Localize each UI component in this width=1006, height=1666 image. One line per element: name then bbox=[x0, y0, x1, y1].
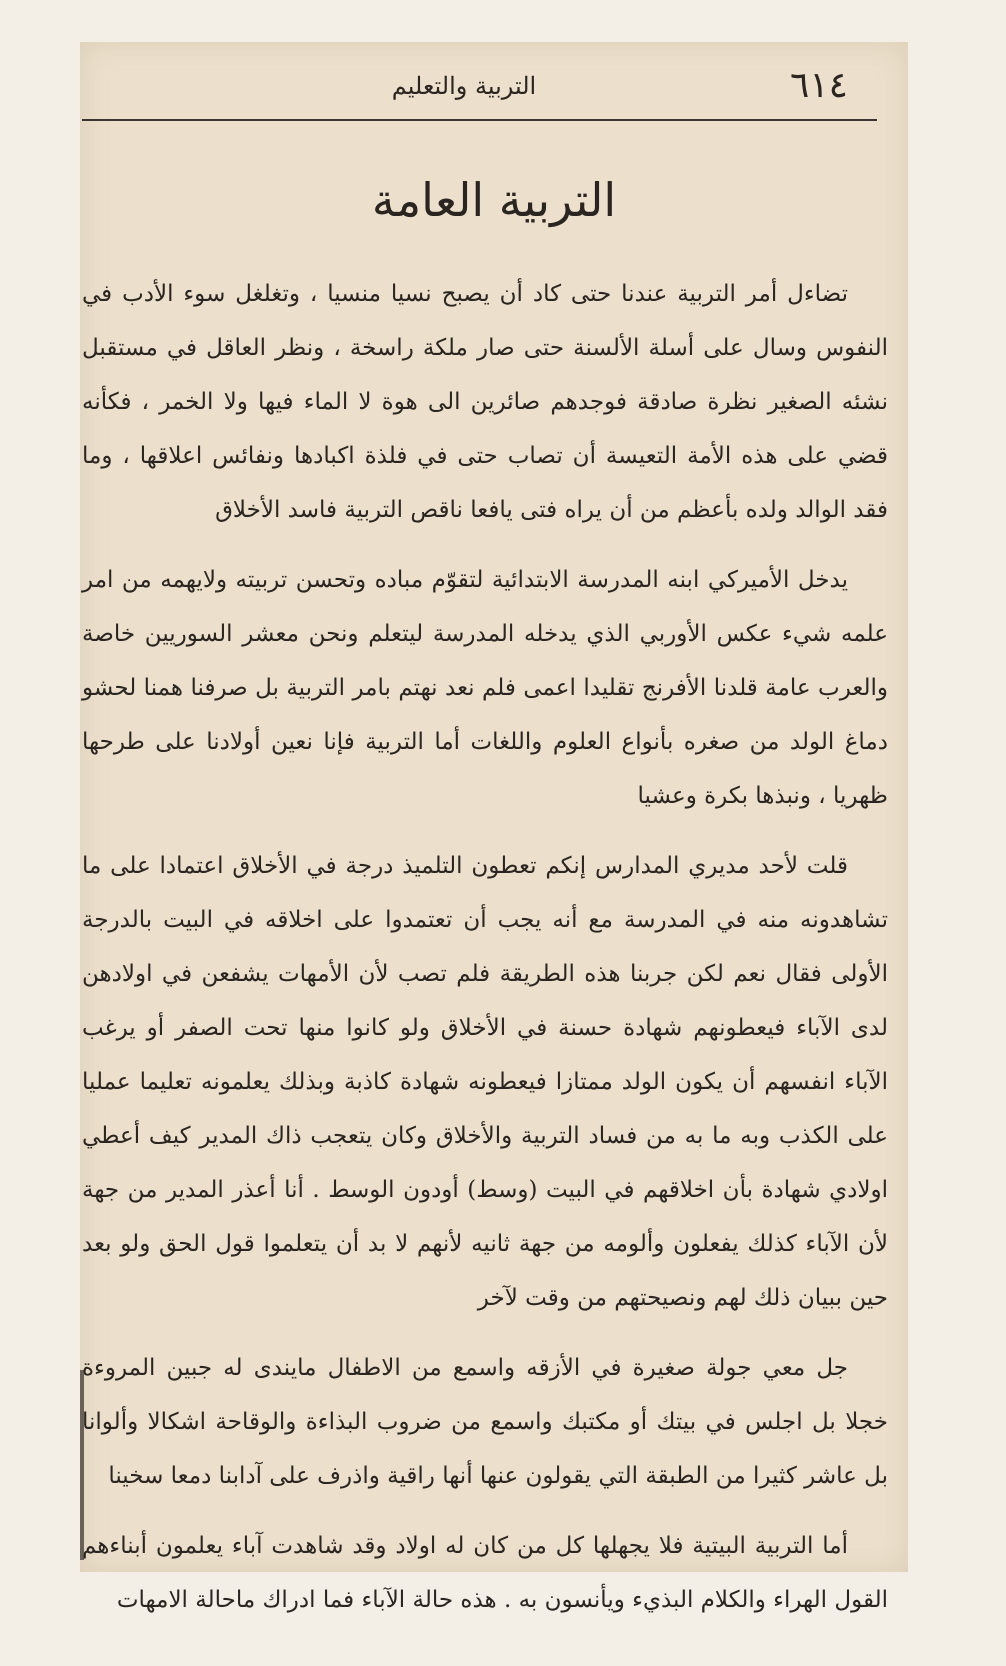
paragraph: يدخل الأميركي ابنه المدرسة الابتدائية لتقوّم مباده وتحسن تربيته ولايهمه من امر علمه شيء عكس الأوربي الذي يدخله المدرسة ليتعلم ونحن معشر السوريين خاصة والعرب عامة قلدنا الأفرنج تقليدا اعمى فلم نعد نهتم بامر التربية بل صرفنا همنا لحشو دماغ الولد من صغره بأنواع العلوم واللغات أما التربية فإنا نعين أولادنا على طرحها ظهريا ، ونبذها بكرة وعشيا bbox=[82, 567, 888, 809]
header-rule bbox=[82, 119, 877, 121]
document-page bbox=[80, 42, 908, 1613]
paragraph: جل معي جولة صغيرة في الأزقه واسمع من الاطفال مايندى له جبين المروءة خجلا بل اجلس في بيتك أو مكتبك واسمع من ضروب البذاءة والوقاحة اشكالا وألوانا بل عاشر كثيرا من الطبقة التي يقولون عنها أنها راقية واذرف على آدابنا دمعا سخينا bbox=[82, 1355, 888, 1489]
paragraph: أما التربية البيتية فلا يجهلها كل من كان له اولاد وقد شاهدت آباء يعلمون أبناءهم القول الهراء والكلام البذيء ويأنسون به . هذه حالة الآباء فما ادراك ماحالة الامهات bbox=[82, 1533, 888, 1613]
paragraph: تضاءل أمر التربية عندنا حتى كاد أن يصبح نسيا منسيا ، وتغلغل سوء الأدب في النفوس وسال على أسلة الألسنة حتى صار ملكة راسخة ، ونظر العاقل في مستقبل نشئه الصغير نظرة صادقة فوجدهم صائرين الى هوة لا الماء فيها ولا الخمر ، فكأنه قضي على هذه الأمة التعيسة أن تصاب حتى في فلذة اكبادها ونفائس اعلاقها ، وما فقد الوالد ولده بأعظم من أن يراه فتى يافعا ناقص التربية فاسد الأخلاق bbox=[82, 281, 889, 523]
page-header bbox=[120, 60, 868, 112]
paragraph: قلت لأحد مديري المدارس إنكم تعطون التلميذ درجة في الأخلاق اعتمادا على ما تشاهدونه منه في المدرسة مع أنه يجب أن تعتمدوا على اخلاقه في البيت بالدرجة الأولى فقال نعم لكن جربنا هذه الطريقة فلم تصب لأن الأمهات يشفعن في اولادهن لدى الآباء فيعطونهم شهادة حسنة في الأخلاق ولو كانوا منها تحت الصفر أو يرغب الآباء انفسهم أن يكون الولد ممتازا فيعطونه شهادة كاذبة وبذلك يعلمونه تعليما عمليا على الكذب وبه ما به من فساد التربية والأخلاق وكان يتعجب ذاك المدير كيف أعطي اولادي شهادة بأن اخلاقهم في البيت (وسط) أودون الوسط . أنا أعذر المدير من جهة لأن الآباء كذلك يفعلون وألومه من جهة ثانيه لأنهم لا بد أن يتعلموا قول الحق ولو بعد حين ببيان ذلك لهم ونصيحتهم من وقت لآخر bbox=[82, 853, 888, 1311]
article-title: التربية العامة bbox=[371, 173, 617, 227]
article-body bbox=[82, 267, 888, 1643]
page-number: ٦١٤ bbox=[789, 65, 848, 106]
running-head: التربية والتعليم bbox=[391, 72, 537, 100]
